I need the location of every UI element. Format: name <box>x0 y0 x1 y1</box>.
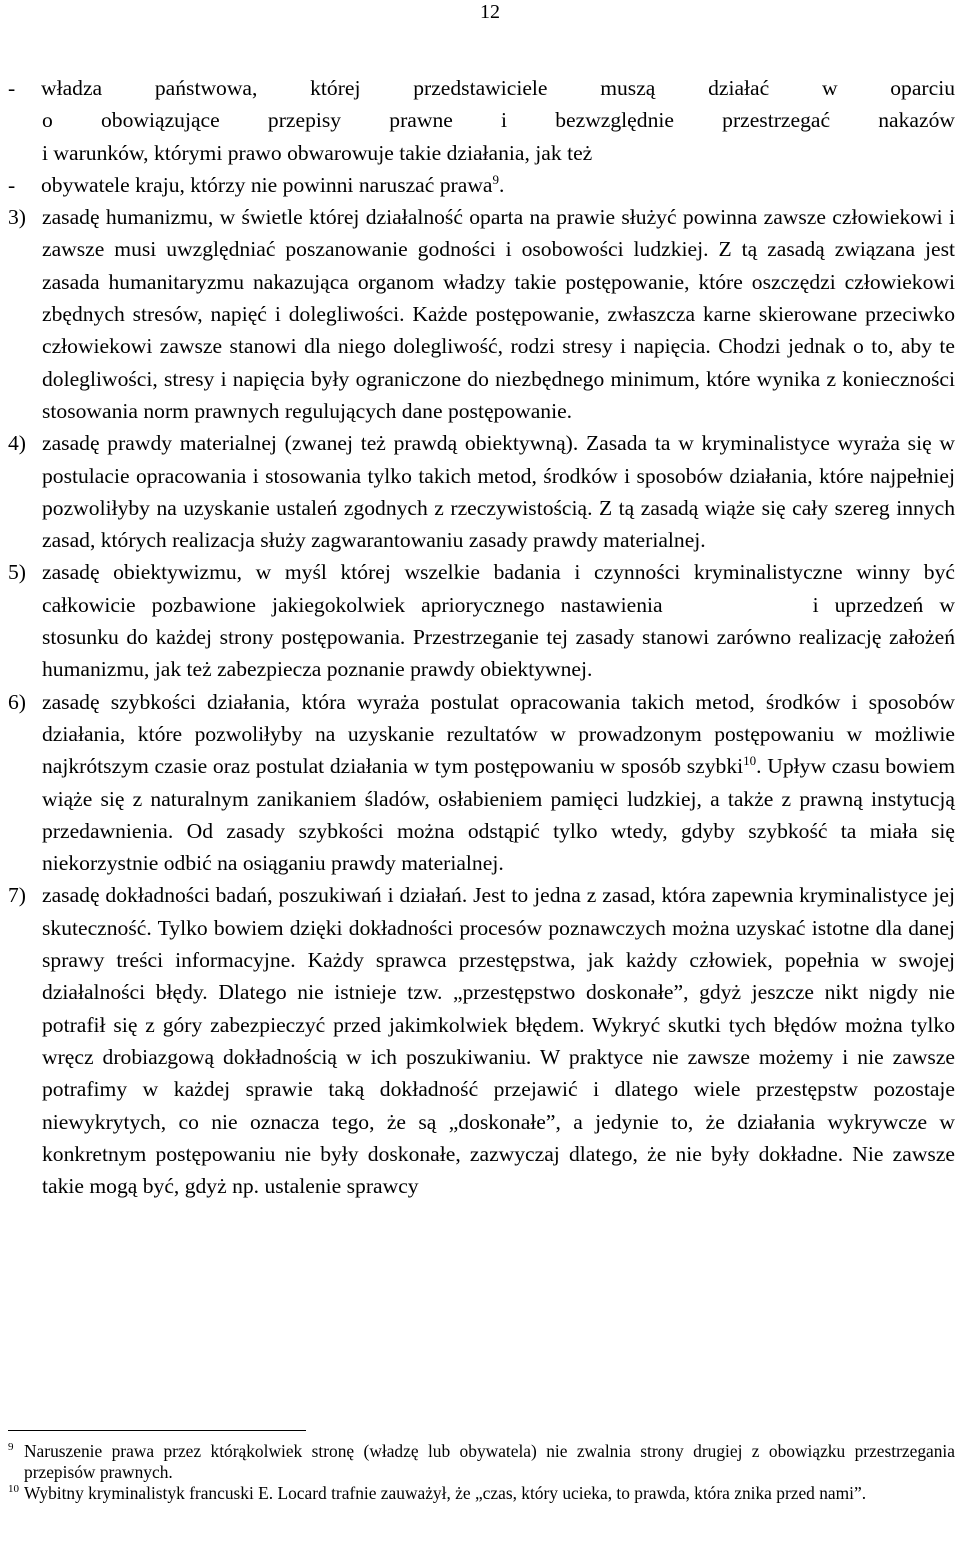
main-text <box>8 72 955 1202</box>
list-item-text: zasadę dokładności badań, poszukiwań i działań. Jest to jedna z zasad, która zapewnia kryminalistyce jej skuteczność. Tylko bowiem dzięki dokładności procesów poznawczych można uzyskać istotne dla danej sprawy treści informacyjne. Każdy sprawca przestępstwa, jak każdy człowiek, popełnia w swojej działalności błędy. Dlatego nie istnieje tzw. „przestępstwo doskonałe”, gdyż jeszcze nikt nigdy nie potrafił się z góry zabezpieczyć przed jakimkolwiek błędem. Wykryć skutki tych błędów można tylko wręcz drobiazgową dokładnością w ich poszukiwaniu. W praktyce nie zawsze możemy i nie zawsze potrafimy w każdej sprawie taką dokładność przejawić i dlatego wiele przestępstw pozostaje niewykrytych, co nie oznacza tego, że są „doskonałe”, a jedynie to, że działania wykrywcze w konkretnym postępowaniu nie były doskonałe, zazwyczaj dlatego, że nie były dokładne. Nie zawsze takie mogą być, gdyż np. ustalenie sprawcy <box>42 883 955 1199</box>
dash-marker: - <box>8 76 16 100</box>
list-item <box>8 556 955 685</box>
footnote-text: Wybitny kryminalistyk francuski E. Locard trafnie zauważył, że „czas, który ucieka, to prawda, która znika przed nami”. <box>24 1483 867 1503</box>
footnote-separator <box>8 1430 306 1431</box>
footnote-text: Naruszenie prawa przez którąkolwiek stronę (władzę lub obywatela) nie zwalnia strony drugiej z obowiązku przestrzegania przepisów prawnych. <box>24 1441 955 1482</box>
footnote <box>8 1441 955 1483</box>
footnote-number: 10 <box>8 1483 19 1495</box>
dash-marker: - <box>8 172 16 197</box>
footnote-ref[interactable]: 9 <box>492 171 499 187</box>
list-item <box>8 686 955 880</box>
dash-item-text: obywatele kraju, którzy nie powinni naruszać prawa <box>41 172 493 197</box>
footnote <box>8 1483 955 1504</box>
footnotes <box>8 1441 955 1504</box>
list-item-number: 6) <box>8 689 26 714</box>
list-item <box>8 879 955 1202</box>
list-item <box>8 201 955 427</box>
footnote-number: 9 <box>8 1441 14 1453</box>
dash-item: - obywatele kraju, którzy nie powinni naruszać prawa$^9$. <box>8 169 955 201</box>
page-number: 12 <box>480 1 500 23</box>
list-item <box>8 427 955 556</box>
dash-item-line: i warunków, którymi prawo obwarowuje takie działania, jak też <box>42 140 593 165</box>
list-item-number: 4) <box>8 431 26 456</box>
list-item-number: 3) <box>8 205 26 230</box>
list-item-text: zasadę szybkości działania, która wyraża postulat opracowania takich metod, środków i sposobów działania, które pozwoliłyby na uzyskanie rezultatów w prowadzonym postępowaniu w możliwie najkrótszym czasie oraz postulat działania w tym postępowaniu w sposób szybki$^{10}$. Upływ czasu bowiem wiąże się z naturalnym zanikaniem śladów, osłabieniem pamięci ludzkiej, a także z prawną instytucją przedawnienia. Od zasady szybkości można odstąpić tylko wtedy, gdyby szybkość ta miała się niekorzystnie odbić na osiąganiu prawdy materialnej. <box>42 689 955 876</box>
list-item-number: 7) <box>8 883 26 908</box>
list-item-text: zasadę obiektywizmu, w myśl której wszelkie badania i czynności kryminalistyczne winny być całkowicie pozbawione jakiegokolwiek apriorycznego nastawienia i uprzedzeń w stosunku do każdej strony postępowania. Przestrzeganie tej zasady stanowi zarówno realizację założeń humanizmu, jak też zabezpiecza poznanie prawdy obiektywnej. <box>42 560 955 682</box>
dash-item-line: władza państwowa, której przedstawiciele muszą działać w oparciu <box>41 76 955 100</box>
list-item-text: zasadę prawdy materialnej (zwanej też prawdą obiektywną). Zasada ta w kryminalistyce wyraża się w postulacie opracowania i stosowania tylko takich metod, środków i sposobów działania, które najpełniej pozwoliłyby na uzyskanie ustaleń zgodnych z rzeczywistością. Z tą zasadą wiąże się cały szereg innych zasad, których realizacja służy zagwarantowaniu zasady prawdy materialnej. <box>42 431 955 553</box>
list-item-text: zasadę humanizmu, w świetle której działalność oparta na prawie służyć powinna zawsze człowiekowi i zawsze musi uwzględniać poszanowanie godności i osobowości ludzkiej. Z tą zasadą związana jest zasada humanitaryzmu nakazująca organom władzy takie postępowanie, które oszczędzi człowiekowi zbędnych stresów, napięć i dolegliwości. Każde postępowanie, zwłaszcza karne skierowane przeciwko człowiekowi zawsze stanowi dla niego dolegliwość, rodzi stresy i napięcia. Chodzi jednak o to, aby te dolegliwości, stresy i napięcia były ograniczone do niezbędnego minimum, które wynika z konieczności stosowania norm prawnych regulujących dane postępowanie. <box>42 205 955 423</box>
list-item-number: 5) <box>8 560 26 585</box>
dash-item <box>8 72 955 104</box>
footnote-ref[interactable]: 10 <box>743 753 757 769</box>
dash-item-line: o obowiązujące przepisy prawne i bezwzględnie przestrzegać nakazów <box>42 108 955 133</box>
